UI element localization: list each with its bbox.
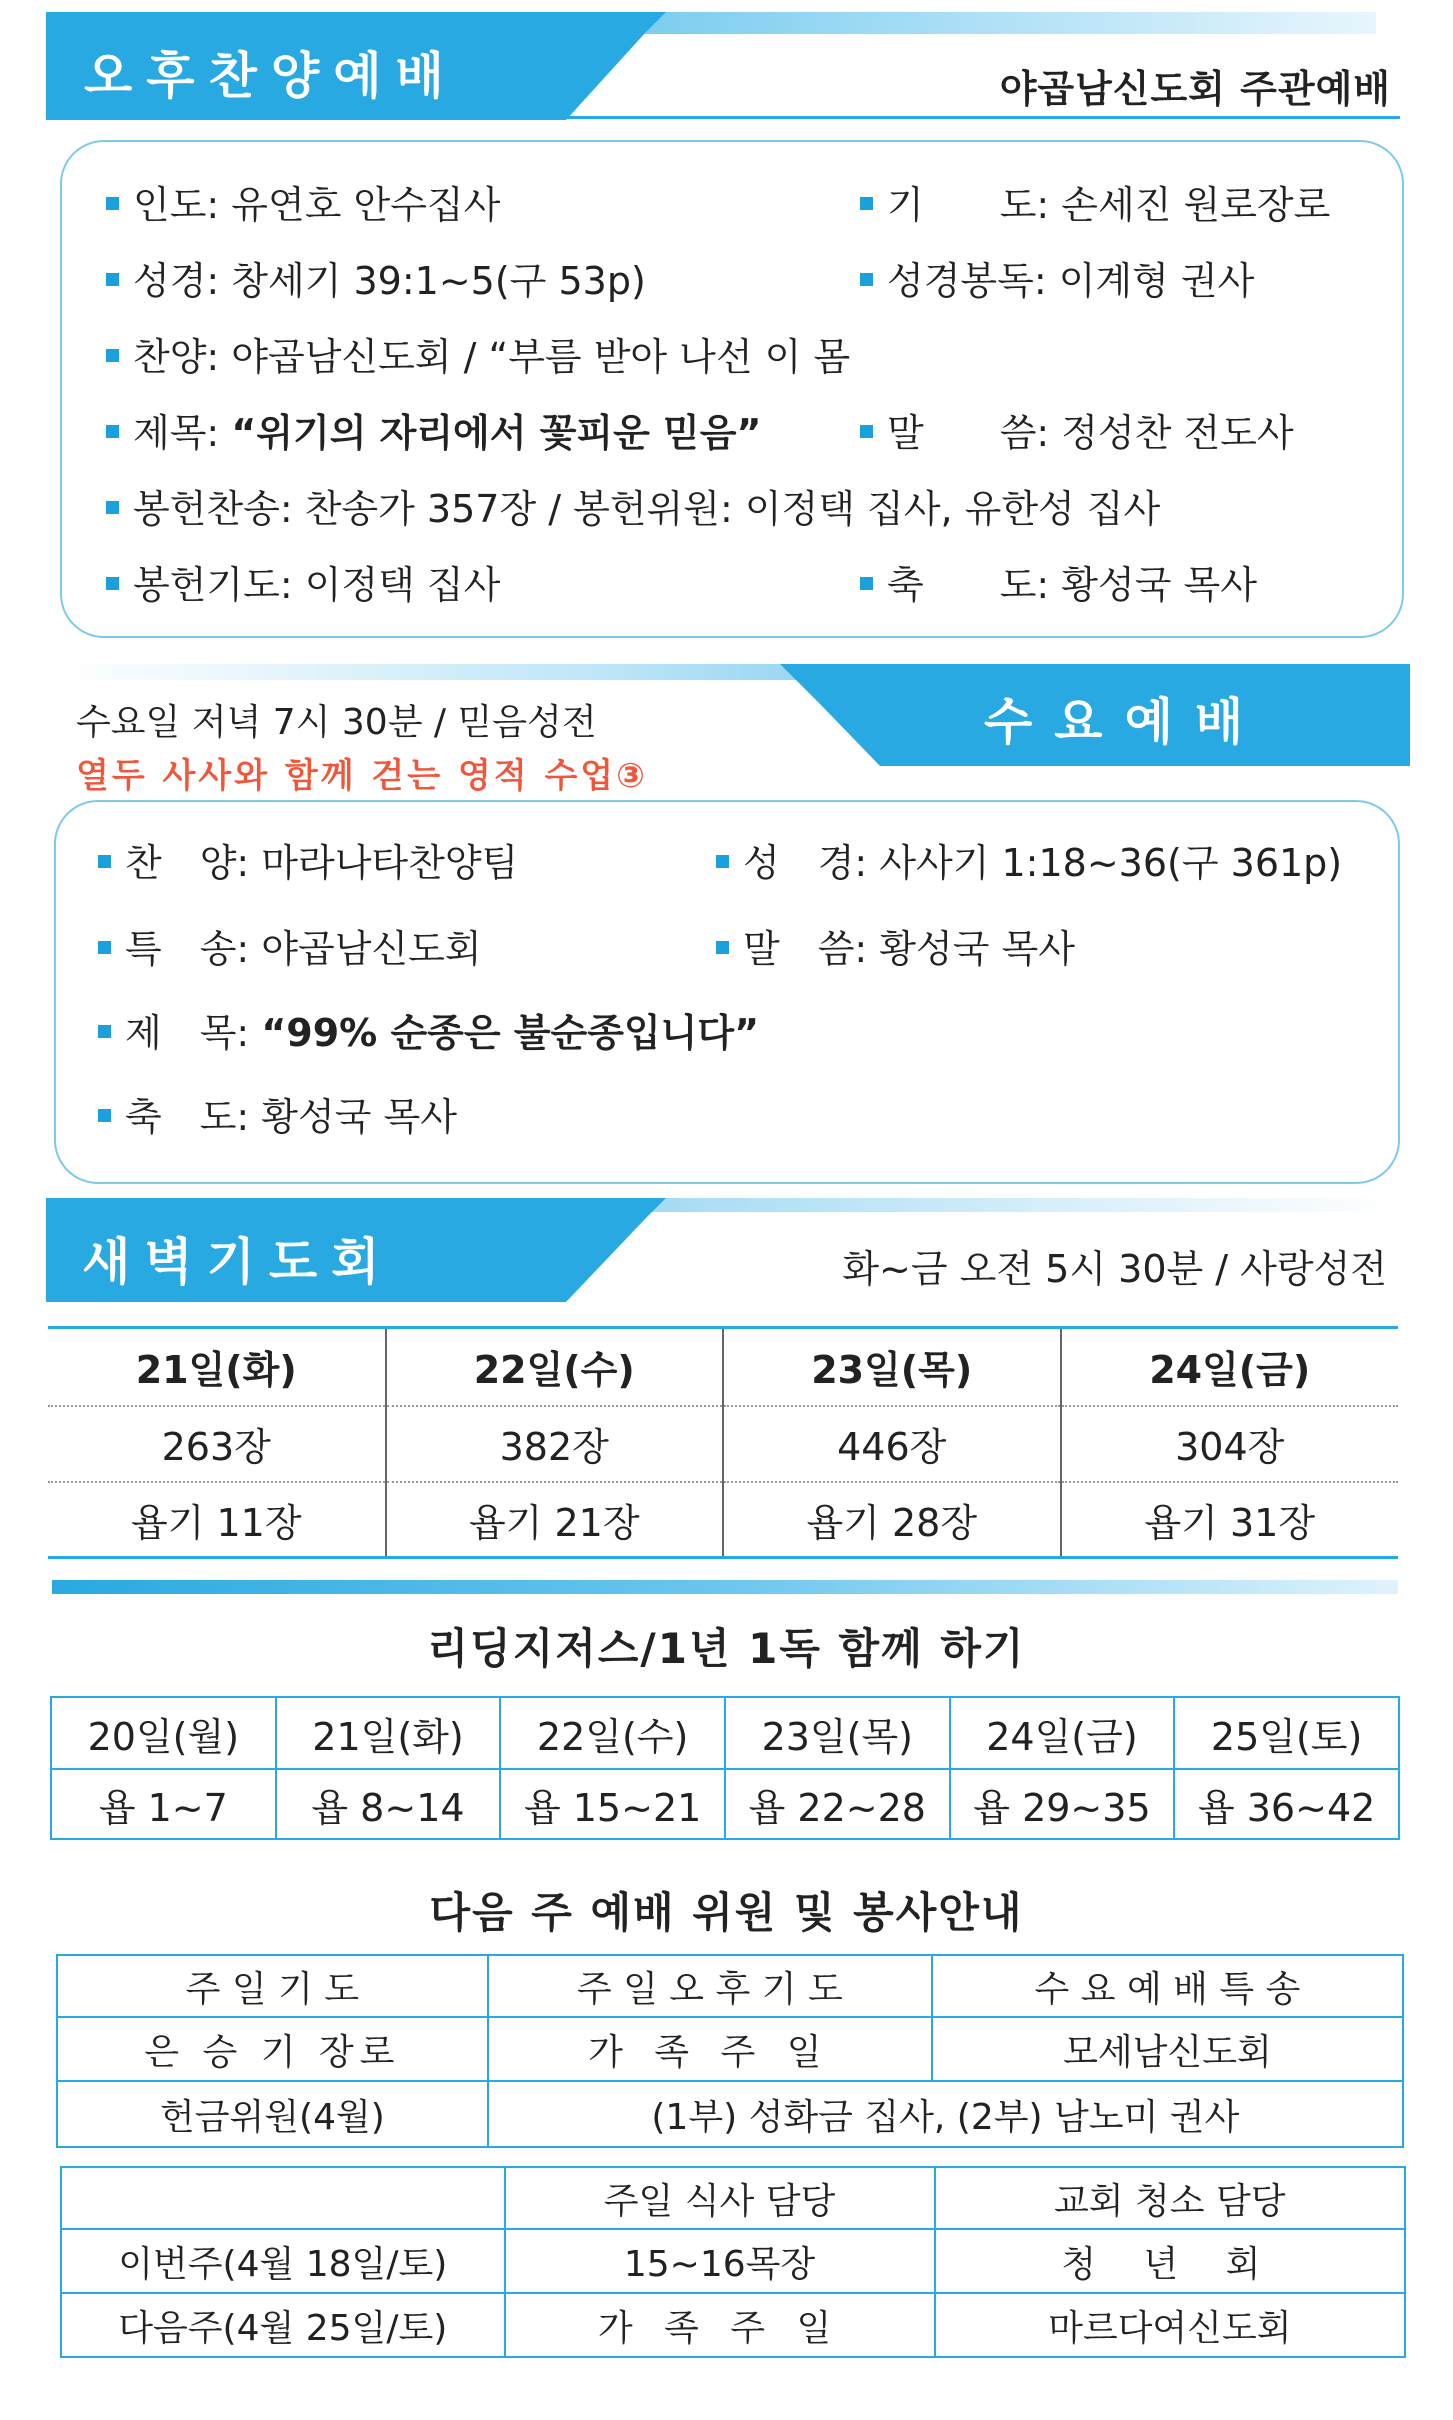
reading-plan-table [50, 1696, 1400, 1840]
offering-row [57, 2081, 1403, 2147]
wednesday-benediction: 축 도: 황성국 목사 [98, 1086, 457, 1141]
offering-label: 헌금위원(4월) [159, 2096, 385, 2138]
afternoon-sermon-title: 제목: “위기의 자리에서 꽃피운 믿음” [106, 402, 761, 457]
bullet-icon [106, 577, 119, 590]
bullet-icon [860, 273, 873, 286]
bullet-icon [98, 855, 111, 868]
bullet-icon [860, 577, 873, 590]
reading-value-3: 욥 15~21 [500, 1769, 725, 1839]
duty-wednesday-special: 모세남신도회 [932, 2017, 1403, 2081]
bullet-icon [98, 1025, 111, 1038]
next-week-table-2 [60, 2166, 1406, 2358]
wednesday-special: 특 송: 야곱남신도회 [98, 918, 482, 973]
reading-day-4: 23일(목) [725, 1697, 950, 1769]
bullet-icon [106, 197, 119, 210]
dawn-day-2: 22일(수) [386, 1328, 724, 1406]
dawn-hymn-1: 263장 [161, 1425, 271, 1469]
meal-this-week-cleaning: 청 년 회 [935, 2229, 1405, 2293]
dawn-hymn-3: 446장 [723, 1406, 1061, 1482]
bullet-icon [860, 197, 873, 210]
dawn-header-row [48, 1328, 1398, 1406]
wednesday-praise: 찬 양: 마라나타찬양팀 [98, 832, 518, 887]
reading-value-6: 욥 36~42 [1174, 1769, 1399, 1839]
reading-value-4: 욥 22~28 [725, 1769, 950, 1839]
meal-header-meal: 주일 식사 담당 [505, 2167, 935, 2229]
reading-value-2: 욥 8~14 [276, 1769, 501, 1839]
afternoon-leader: 인도: 유연호 안수집사 [106, 174, 500, 229]
dawn-reading-4: 욥기 31장 [1061, 1482, 1399, 1558]
bullet-icon [98, 1109, 111, 1122]
afternoon-host: 야곱남신도회 주관예배 [999, 67, 1391, 111]
duty-value-row [57, 2017, 1403, 2081]
meal-header-row [61, 2167, 1405, 2229]
afternoon-offering-hymn: 봉헌찬송: 찬송가 357장 / 봉헌위원: 이정택 집사, 유한성 집사 [106, 478, 1160, 533]
dawn-title: 새벽기도회 [82, 1233, 394, 1291]
meal-next-week-date: 다음주(4월 25일/토) [118, 2307, 448, 2349]
dawn-reading-row [48, 1482, 1398, 1558]
dawn-day-1: 21일(화) [135, 1348, 297, 1393]
dawn-day-3: 23일(목) [723, 1328, 1061, 1406]
duty-header-afternoon-prayer: 주 일 오 후 기 도 [488, 1955, 932, 2017]
meal-row-this-week [61, 2229, 1405, 2293]
bullet-icon [106, 273, 119, 286]
wednesday-sermon-title: 제 목: “99% 순종은 불순종입니다” [98, 1002, 759, 1057]
bullet-icon [106, 425, 119, 438]
wednesday-sermon: 말 씀: 황성국 목사 [716, 918, 1075, 973]
wednesday-info-box [54, 800, 1400, 1184]
duty-afternoon-prayer: 가 족 주 일 [488, 2017, 932, 2081]
meal-this-week-meal: 15~16목장 [505, 2229, 935, 2293]
bullet-icon [716, 855, 729, 868]
meal-header-empty [61, 2167, 505, 2229]
reading-plan-title: 리딩지저스/1년 1독 함께 하기 [427, 1624, 1026, 1673]
offering-value: (1부) 성화금 집사, (2부) 남노미 권사 [488, 2081, 1403, 2147]
reading-day-5: 24일(금) [950, 1697, 1175, 1769]
dawn-day-4: 24일(금) [1061, 1328, 1399, 1406]
bullet-icon [106, 349, 119, 362]
bullet-icon [860, 425, 873, 438]
afternoon-praise: 찬양: 야곱남신도회 / “부름 받아 나선 이 몸 [106, 326, 850, 381]
afternoon-info-box [60, 140, 1404, 638]
afternoon-prayer: 기 도: 손세진 원로장로 [860, 174, 1330, 229]
meal-next-week-meal: 가 족 주 일 [505, 2293, 935, 2357]
afternoon-scripture: 성경: 창세기 39:1~5(구 53p) [106, 250, 646, 305]
reading-divider [52, 1580, 1398, 1594]
dawn-reading-1: 욥기 11장 [130, 1500, 302, 1545]
meal-this-week-date: 이번주(4월 18일/토) [118, 2243, 448, 2285]
afternoon-offering-prayer: 봉헌기도: 이정택 집사 [106, 554, 500, 609]
bullet-icon [98, 941, 111, 954]
duty-header-wednesday-special: 수 요 예 배 특 송 [932, 1955, 1403, 2017]
meal-next-week-cleaning: 마르다여신도회 [935, 2293, 1405, 2357]
dawn-reading-3: 욥기 28장 [723, 1482, 1061, 1558]
reading-day-3: 22일(수) [500, 1697, 725, 1769]
afternoon-benediction: 축 도: 황성국 목사 [860, 554, 1257, 609]
reading-value-1: 욥 1~7 [98, 1785, 228, 1830]
reading-day-1: 20일(월) [87, 1714, 240, 1759]
reading-value-5: 욥 29~35 [950, 1769, 1175, 1839]
bullet-icon [716, 941, 729, 954]
reading-day-2: 21일(화) [276, 1697, 501, 1769]
dawn-reading-2: 욥기 21장 [386, 1482, 724, 1558]
duty-header-row [57, 1955, 1403, 2017]
afternoon-header-rule [560, 116, 1400, 119]
wednesday-scripture: 성 경: 사사기 1:18~36(구 361p) [716, 832, 1342, 887]
dawn-table [48, 1326, 1398, 1559]
dawn-hymn-4: 304장 [1061, 1406, 1399, 1482]
afternoon-title: 오후찬양예배 [84, 47, 458, 105]
duty-header-sunday-prayer: 주 일 기 도 [185, 1968, 360, 2010]
meal-header-cleaning: 교회 청소 담당 [935, 2167, 1405, 2229]
wednesday-time: 수요일 저녁 7시 30분 / 믿음성전 [76, 702, 597, 743]
reading-header-row [51, 1697, 1399, 1769]
duty-sunday-prayer: 은 승 기 장로 [144, 2031, 401, 2073]
next-week-title: 다음 주 예배 위원 및 봉사안내 [429, 1888, 1024, 1937]
afternoon-reading: 성경봉독: 이계형 권사 [860, 250, 1254, 305]
dawn-hymn-row [48, 1406, 1398, 1482]
dawn-time: 화~금 오전 5시 30분 / 사랑성전 [842, 1247, 1387, 1291]
meal-row-next-week [61, 2293, 1405, 2357]
dawn-hymn-2: 382장 [386, 1406, 724, 1482]
bullet-icon [106, 501, 119, 514]
afternoon-sermon: 말 씀: 정성찬 전도사 [860, 402, 1294, 457]
wednesday-title: 수요예배 [984, 693, 1266, 751]
next-week-table-1 [56, 1954, 1404, 2148]
reading-day-6: 25일(토) [1174, 1697, 1399, 1769]
wednesday-series: 열두 사사와 함께 걷는 영적 수업③ [76, 756, 648, 796]
reading-value-row [51, 1769, 1399, 1839]
